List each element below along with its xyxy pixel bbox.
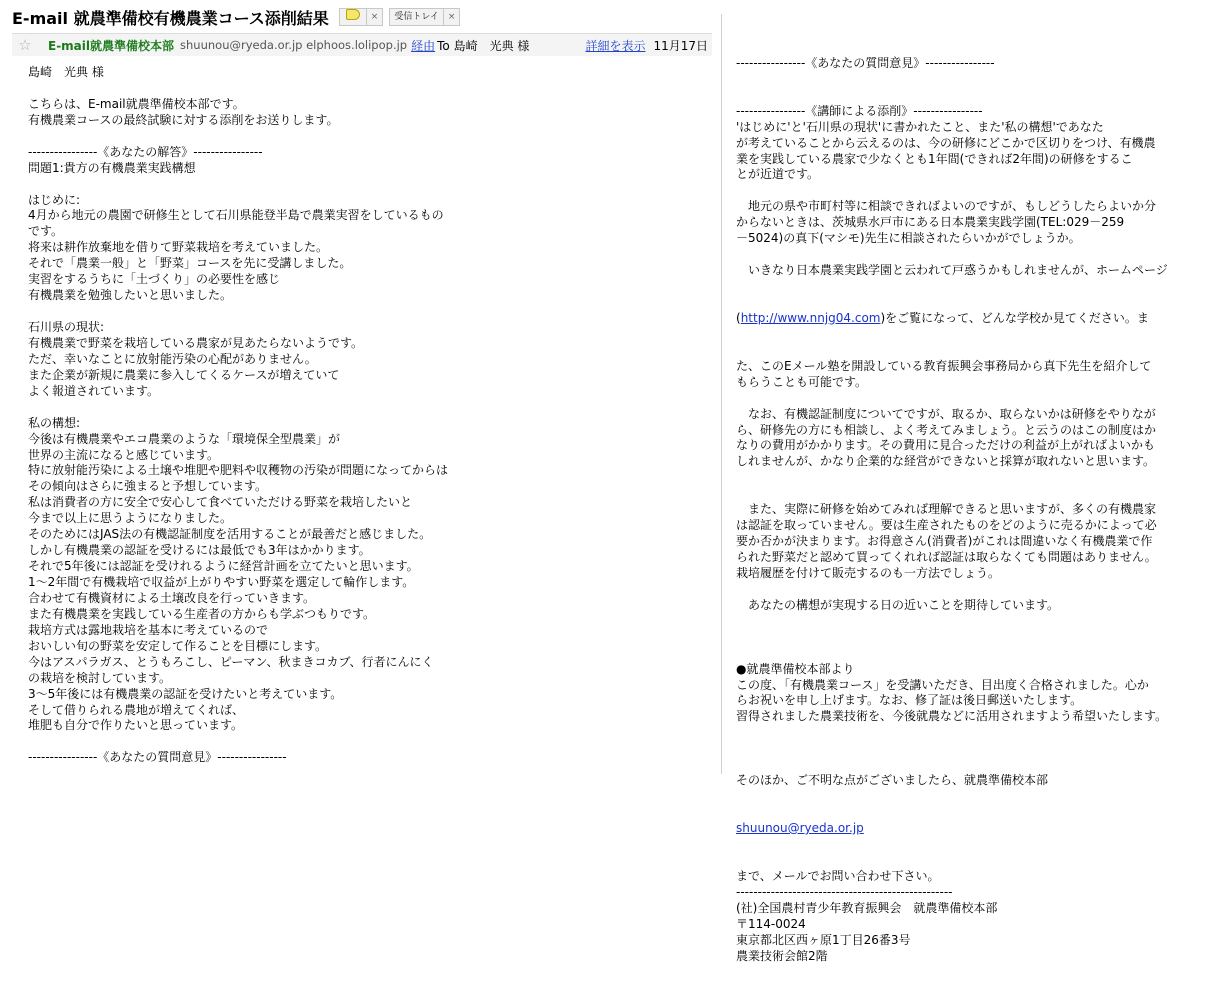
body-line: 実習をするうちに「土づくり」の必要性を感じ bbox=[28, 272, 281, 287]
body-line: 合わせて有機資材による土壌改良を行っていきます。 bbox=[28, 590, 316, 605]
body-line: よく報道されています。 bbox=[28, 383, 160, 398]
body-section-notice bbox=[736, 359, 1206, 789]
body-line: 私は消費者の方に安全で安心して食べていただける野菜を栽培したいと bbox=[28, 495, 413, 510]
body-line: まで、メールでお問い合わせ下さい。 bbox=[736, 868, 940, 883]
body-line: 〒114-0024 bbox=[736, 916, 806, 931]
body-line: 石川県の現状: bbox=[28, 320, 105, 334]
body-line: この度、「有機農業コース」を受講いただき、目出度く合格されました。心か bbox=[736, 677, 1149, 692]
body-line bbox=[28, 129, 708, 145]
body-line bbox=[736, 391, 1206, 407]
body-line bbox=[736, 741, 1206, 757]
body-line: そのためにはJAS法の有機認証制度を活用することが最善だと感じました。 bbox=[28, 527, 432, 542]
body-line bbox=[28, 734, 708, 750]
body-line: いきなり日本農業実践学園と云われて戸惑うかもしれませんが、ホームページ bbox=[736, 263, 1168, 278]
body-line: 東京都北区西ヶ原1丁目26番3号 bbox=[736, 932, 911, 947]
body-line: ----------------《あなたの質問意見》---------------- bbox=[28, 750, 287, 765]
body-line: 有機農業を勉強したいと思いました。 bbox=[28, 288, 233, 303]
body-line: それで5年後には認証を受けれるように経営計画を立てたいと思います。 bbox=[28, 559, 419, 574]
body-line: 農業技術会館2階 bbox=[736, 948, 828, 963]
body-line: は認証を取っていません。要は生産されたものをどのように売るかによって必 bbox=[736, 518, 1157, 533]
body-line bbox=[28, 304, 708, 320]
body-line: ----------------《あなたの解答》---------------- bbox=[28, 144, 263, 159]
body-section-feedback bbox=[736, 56, 1206, 279]
body-line-email bbox=[736, 821, 1206, 837]
message-header bbox=[12, 33, 712, 56]
body-line bbox=[736, 247, 1206, 263]
body-line bbox=[736, 72, 1206, 88]
show-details-link[interactable]: 詳細を表示 bbox=[585, 38, 646, 53]
body-line: 有機農業で野菜を栽培している農家が見あたらないようです。 bbox=[28, 335, 364, 350]
body-line: 3～5年後には有機農業の認証を受けたいと考えています。 bbox=[28, 686, 343, 701]
body-line bbox=[736, 470, 1206, 486]
body-line: ----------------《講師による添削》---------------- bbox=[736, 103, 983, 118]
body-section-signature bbox=[736, 869, 1206, 965]
body-line: ●就農準備校本部より bbox=[736, 661, 855, 676]
star-icon[interactable]: ☆ bbox=[18, 36, 32, 54]
body-line: また有機農業を実践している生産者の方からも学ぶつもりです。 bbox=[28, 606, 376, 621]
body-line: －5024)の真下(マシモ)先生に相談されたらいかがでしょうか。 bbox=[736, 231, 1081, 246]
via-link[interactable]: 経由 bbox=[411, 38, 436, 53]
body-line: ----------------《あなたの質問意見》---------------- bbox=[736, 55, 995, 70]
school-website-link[interactable]: http://www.nnjg04.com bbox=[740, 310, 881, 325]
body-line: もらうことも可能です。 bbox=[736, 374, 868, 389]
body-line: からないときは、茨城県水戸市にある日本農業実践学園(TEL:029－259 bbox=[736, 215, 1125, 230]
label-tag-icon bbox=[346, 9, 360, 20]
body-line: そのほか、ご不明な点がございましたら、就農準備校本部 bbox=[736, 773, 1049, 788]
body-line: あなたの構想が実現する日の近いことを期待しています。 bbox=[736, 597, 1060, 612]
body-line: そして借りられる農地が増えてくれば、 bbox=[28, 702, 245, 717]
body-line: その傾向はさらに強まると予想しています。 bbox=[28, 479, 268, 494]
body-line: ただ、幸いなことに放射能汚染の心配がありません。 bbox=[28, 351, 317, 366]
body-line: 1～2年間で有機栽培で収益が上がりやすい野菜を選定して輪作します。 bbox=[28, 575, 415, 589]
body-line bbox=[736, 88, 1206, 104]
label-inbox-text: 受信トレイ bbox=[394, 12, 439, 22]
body-line: 今はアスパラガス、とうもろこし、ピーマン、秋まきコカブ、行者にんにく bbox=[28, 654, 434, 669]
message-body-left bbox=[28, 65, 708, 766]
body-line bbox=[736, 757, 1206, 773]
body-line bbox=[28, 81, 708, 97]
body-line: らお祝いを申し上げます。なお、修了証は後日郵送いたします。 bbox=[736, 693, 1083, 708]
sender-address: shuunou@ryeda.or.jp elphoos.lolipop.jp bbox=[180, 38, 408, 52]
body-line: 4月から地元の農園で研修生として石川県能登半島で農業実習をしているもの bbox=[28, 208, 444, 223]
body-line: 要か否かが決まります。お得意さん(消費者)がこれは間違いなく有機農業で作 bbox=[736, 534, 1153, 549]
body-line: た、このEメール塾を開設している教育振興会事務局から真下先生を紹介して bbox=[736, 358, 1152, 373]
message-date: 11月17日 bbox=[653, 38, 708, 53]
body-line bbox=[736, 582, 1206, 598]
body-line: 今まで以上に思うようになりました。 bbox=[28, 511, 233, 526]
body-line: 有機農業コースの最終試験に対する添削をお送りします。 bbox=[28, 112, 339, 127]
body-line bbox=[28, 400, 708, 416]
remove-label-button[interactable]: × bbox=[366, 9, 383, 25]
body-line: 習得されました農業技術を、今後就農などに活用されますよう希望いたします。 bbox=[736, 709, 1168, 724]
body-line bbox=[736, 646, 1206, 662]
body-line: (社)全国農村青少年教育振興会 就農準備校本部 bbox=[736, 900, 998, 915]
body-line: しれませんが、かなり企業的な経営ができないと採算が取れないと思います。 bbox=[736, 454, 1156, 469]
body-line: -------------------------------------------------- bbox=[736, 884, 953, 899]
message-body-right bbox=[736, 24, 1206, 996]
label-chip-inbox[interactable] bbox=[389, 8, 460, 26]
email-subject: E-mail 就農準備校有機農業コース添削結果 bbox=[12, 8, 329, 28]
label-chip-tag[interactable] bbox=[339, 8, 384, 26]
body-line: 栽培方式は露地栽培を基本に考えているので bbox=[28, 622, 269, 637]
body-line bbox=[736, 183, 1206, 199]
body-line: られた野菜だと認めて買ってくれれば認証は取らなくても問題はありません。 bbox=[736, 550, 1157, 565]
body-line: です。 bbox=[28, 224, 64, 239]
body-line: 特に放射能汚染による土壌や堆肥や肥料や収穫物の汚染が問題になってからは bbox=[28, 463, 449, 478]
body-line: ら、研修先の方にも相談し、よく考えてみましょう。と云うのはこの制度はか bbox=[736, 422, 1157, 437]
body-line: の栽培を検討しています。 bbox=[28, 670, 172, 685]
subject-row bbox=[12, 6, 460, 28]
body-line bbox=[736, 630, 1206, 646]
body-line: なお、有機認証制度についてですが、取るか、取らないかは研修をやりなが bbox=[736, 406, 1156, 421]
body-line: こちらは、E-mail就農準備校本部です。 bbox=[28, 96, 245, 111]
body-line: 栽培履歴を付けて販売するのも一方法でしょう。 bbox=[736, 565, 1001, 580]
body-line: 堆肥も自分で作りたいと思っています。 bbox=[28, 718, 244, 733]
body-line: はじめに: bbox=[28, 192, 81, 207]
body-line: なりの費用がかかります。その費用に見合っただけの利益が上がればよいかも bbox=[736, 438, 1156, 453]
body-line: とが近道です。 bbox=[736, 167, 820, 182]
body-line: 'はじめに'と'石川県の現状'に書かれたこと、また'私の構想'であなた bbox=[736, 119, 1104, 134]
body-line: 将来は耕作放棄地を借りて野菜栽培を考えていました。 bbox=[28, 240, 329, 255]
message-pane-right bbox=[722, 0, 1210, 963]
body-line: 世界の主流になると感じています。 bbox=[28, 447, 220, 462]
body-line: 業を実践している農家で少なくとも1年間(できれば2年間)の研修をするこ bbox=[736, 151, 1133, 166]
sender-name[interactable]: E-mail就農準備校本部 bbox=[48, 38, 175, 53]
body-line bbox=[736, 614, 1206, 630]
body-line bbox=[736, 486, 1206, 502]
contact-email-link[interactable]: shuunou@ryeda.or.jp bbox=[736, 821, 864, 835]
body-line: おいしい旬の野菜を安定して作ることを目標にします。 bbox=[28, 638, 328, 653]
body-line: また企業が新規に農業に参入してくるケースが増えていて bbox=[28, 367, 340, 382]
body-line: また、実際に研修を始めてみれば理解できると思いますが、多くの有機農家 bbox=[736, 502, 1157, 517]
body-line: 問題1:貴方の有機農業実践構想 bbox=[28, 160, 196, 175]
body-line: 地元の県や市町村等に相談できればよいのですが、もしどうしたらよいか分 bbox=[736, 199, 1157, 214]
body-line: しかし有機農業の認証を受けるには最低でも3年はかかります。 bbox=[28, 543, 371, 558]
body-line: 私の構想: bbox=[28, 415, 81, 430]
body-line: 今後は有機農業やエコ農業のような「環境保全型農業」が bbox=[28, 431, 341, 446]
body-line bbox=[736, 725, 1206, 741]
remove-inbox-label-button[interactable]: × bbox=[443, 9, 460, 25]
message-pane-left bbox=[0, 0, 712, 774]
body-line: それで「農業一般」と「野菜」コースを先に受講しました。 bbox=[28, 256, 352, 271]
body-line: 島崎 光典 様 bbox=[28, 65, 104, 79]
body-line bbox=[28, 177, 708, 193]
body-line: が考えていることから云えるのは、今の研修にどこかで区切りをつけ、有機農 bbox=[736, 135, 1156, 150]
body-line-link: (http://www.nnjg04.com)をご覧になって、どんな学校か見てください。ま bbox=[736, 310, 1149, 325]
recipient: To 島崎 光典 様 bbox=[437, 38, 530, 53]
